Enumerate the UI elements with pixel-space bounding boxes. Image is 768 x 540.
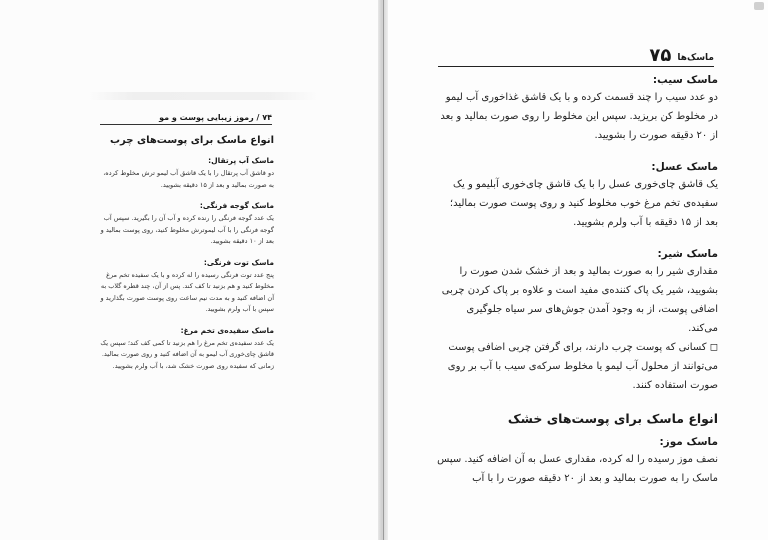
section (436, 74, 718, 145)
running-title: ماسک‌ها (677, 53, 714, 63)
right-page-content (436, 74, 718, 504)
faint-bleedthrough (88, 92, 318, 100)
page-number: ۷۵ (649, 45, 672, 66)
corner-mark (754, 2, 764, 10)
section-body: نصف موز رسیده را له کرده، مقداری عسل به آن اضافه کنید. سپس ماسک را به صورت بمالید و بعد از ۲۰ دقیقه صورت را با آب (437, 454, 718, 484)
section-note: ◻ کسانی که پوست چرب دارند، برای گرفتن چربی اضافی پوست می‌توانند از محلول آب لیمو یا مخلوط سرکه‌ی سیب با آب بر روی صورت استفاده کنند. (447, 342, 718, 391)
section-heading: ماسک سفیده‌ی تخم مرغ: (180, 325, 274, 335)
section-body: مقداری شیر را به صورت بمالید و بعد از خشک شدن صورت را بشویید، شیر یک پاک کننده‌ی مفید است و علاوه بر پاک کردن چربی اضافی پوست، از به وجود آمدن جوش‌های سر سیاه جلوگیری می‌کند. (441, 266, 718, 334)
left-page-content (96, 132, 274, 372)
section-heading: ماسک آب پرتقال: (208, 156, 274, 165)
section (436, 436, 718, 488)
left-page-header: ۷۴ / رموز زیبایی پوست و مو (100, 113, 272, 125)
section-body: دو عدد سیب را چند قسمت کرده و با یک قاشق غذاخوری آب لیمو در مخلوط کن بریزید. سپس این مخلوط را روی صورت بمالید و بعد از ۲۰ دقیقه صورت را بشویید. (440, 92, 718, 141)
section-body: دو قاشق آب پرتقال را با یک قاشق آب لیمو ترش مخلوط کرده، به صورت بمالید و بعد از ۱۵ دقیقه بشویید. (103, 169, 274, 189)
section-heading: ماسک گوجه فرنگی: (199, 201, 274, 210)
dry-skin-title: انواع ماسک برای پوست‌های خشک (507, 411, 718, 426)
section-body: یک عدد سفیده‌ی تخم مرغ را هم بزنید تا کمی کف کند؛ سپس یک قاشق چای‌خوری آب لیمو به آن اضافه کنید و روی صورت بمالید. زمانی که سفیده روی صورت خشک شد، با آب ولرم بشویید. (100, 338, 274, 370)
section-heading: ماسک سیب: (652, 74, 718, 86)
section-heading: ماسک موز: (659, 436, 718, 448)
section-body: پنج عدد توت فرنگی رسیده را له کرده و با یک سفیده تخم مرغ مخلوط کنید و هم بزنید تا کف کند. پس از آن، چند قطره گلاب به آن اضافه کنید و به مدت نیم ساعت روی پوست صورت بگذارید و سپس با آب ولرم بشویید. (100, 270, 274, 313)
section-heading: ماسک توت فرنگی: (203, 257, 274, 267)
gutter-divider (383, 0, 384, 540)
section-heading: ماسک شیر: (657, 248, 718, 260)
right-page-header (438, 44, 714, 67)
section-body: یک قاشق چای‌خوری عسل را با یک قاشق چای‌خوری آبلیمو و یک سفیده‌ی تخم مرغ خوب مخلوط کنید و روی پوست صورت بمالید؛ بعد از ۱۵ دقیقه با آب ولرم بشویید. (449, 179, 718, 228)
section (436, 248, 718, 395)
left-page-title: انواع ماسک برای پوست‌های چرب (110, 135, 274, 146)
left-page (0, 0, 378, 540)
section (436, 161, 718, 232)
section-body: یک عدد گوجه فرنگی را رنده کرده و آب آن را بگیرید. سپس آب گوجه فرنگی را با آب لیموترش مخلوط کنید، روی پوست بمالید و بعد از ۱۰ دقیقه بشویید. (100, 214, 274, 245)
section-heading: ماسک عسل: (651, 161, 718, 173)
